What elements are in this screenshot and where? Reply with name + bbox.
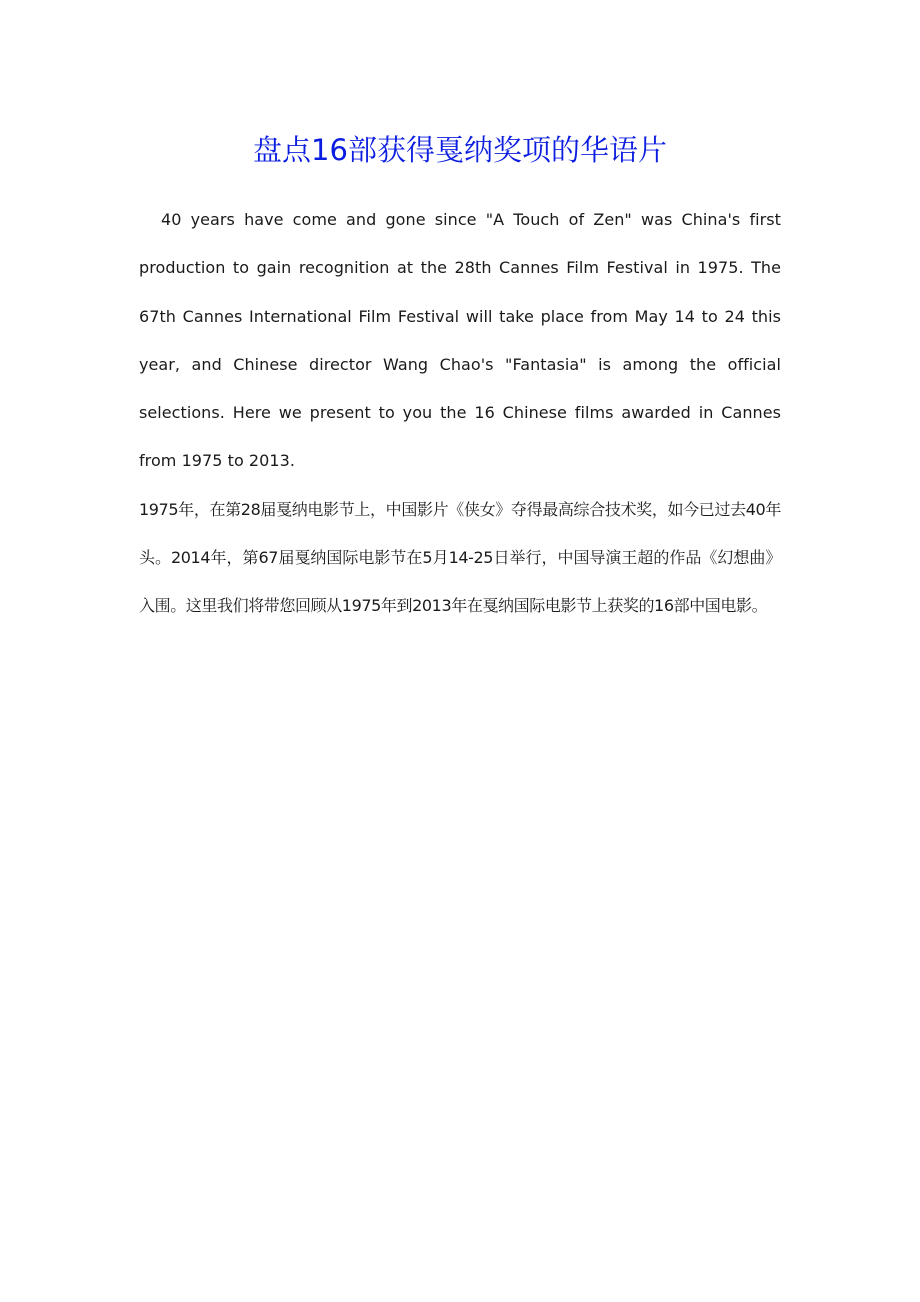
paragraph-english: 40 years have come and gone since "A Touch of Zen" was China's first production to gain recognition at the 28th Cannes Film Festival in 1975. The 67th Cannes International Film Festival will take place from May 14 to 24 this year, and Chinese director Wang Chao's "Fantasia" is among the official selections. Here we present to you the 16 Chinese films awarded in Cannes from 1975 to 2013. [139,210,781,471]
document-body [139,196,781,631]
paragraph-chinese: 1975年，在第28届戛纳电影节上，中国影片《侠女》夺得最高综合技术奖，如今已过去40年头。2014年，第67届戛纳国际电影节在5月14-25日举行，中国导演王超的作品《幻想曲》入围。这里我们将带您回顾从1975年到2013年在戛纳国际电影节上获奖的16部中国电影。 [139,499,781,616]
document-title: 盘点16部获得戛纳奖项的华语片 [253,133,667,167]
